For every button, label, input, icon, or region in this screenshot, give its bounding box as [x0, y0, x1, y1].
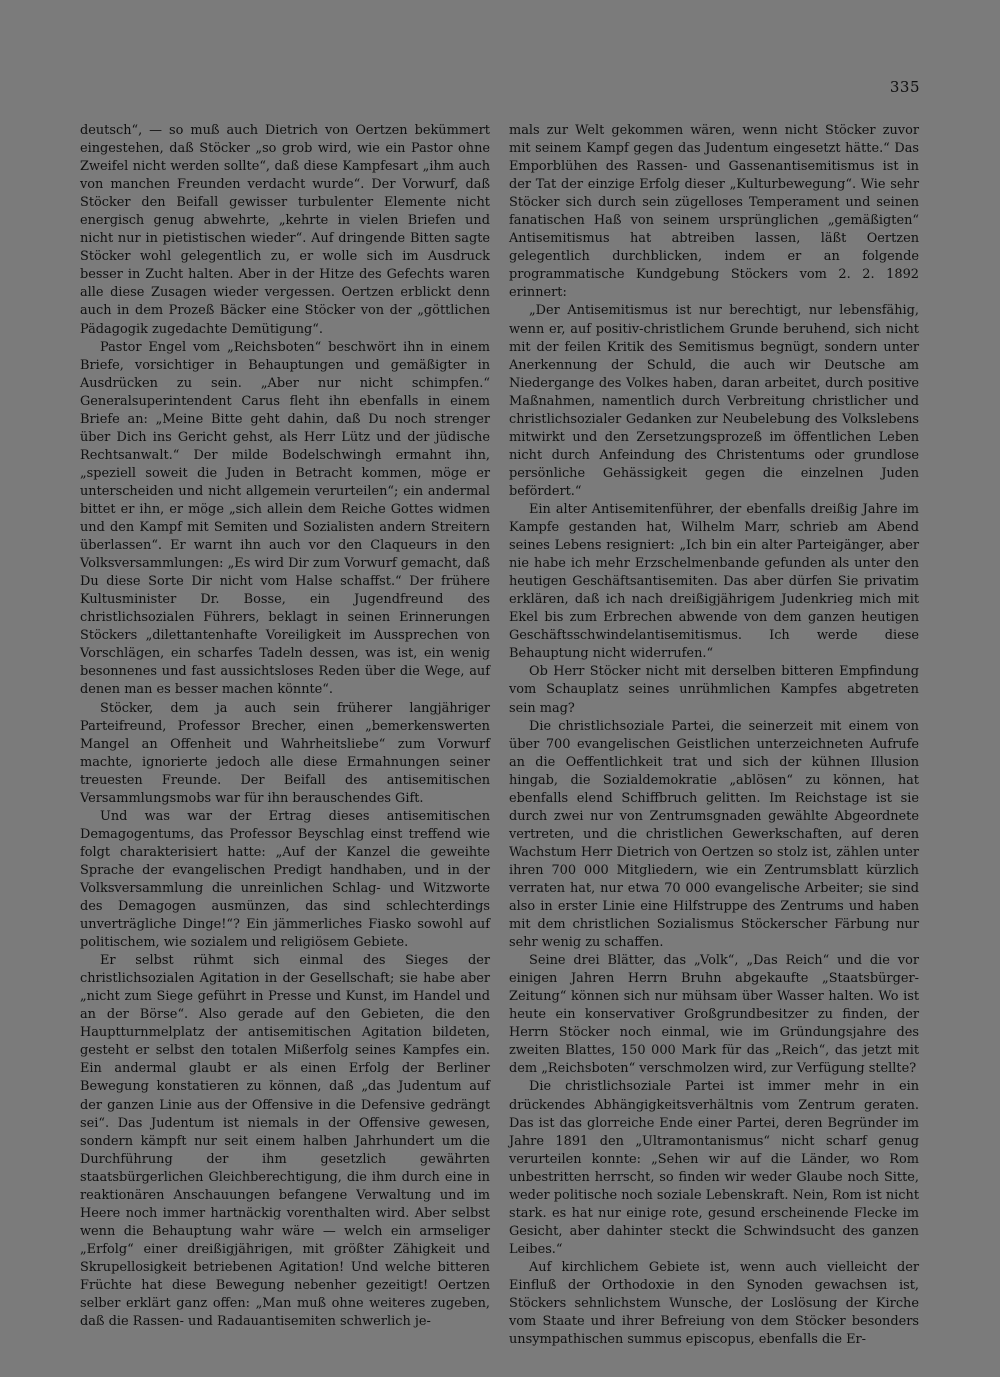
paragraph: Seine drei Blätter, das „Volk“, „Das Reich“ und die vor einigen Jahren Herrn Bruhn abgekaufte „Staatsbürger-Zeitung“ können sich nur mühsam über Wasser halten. Wo ist heute ein konservativer Großgrundbesitzer zu finden, der Herrn Stöcker noch einmal, wie im Gründungsjahre des zweiten Blattes, 150 000 Mark für das „Reich“, das jetzt mit dem „Reichsboten“ verschmolzen wird, zur Verfügung stellte? [509, 953, 919, 1077]
paragraph: Ob Herr Stöcker nicht mit derselben bitteren Empfindung vom Schauplatz seines unrühmlichen Kampfes abgetreten sein mag? [509, 664, 919, 716]
paragraph: mals zur Welt gekommen wären, wenn nicht Stöcker zuvor mit seinem Kampf gegen das Judentum eingesetzt hätte.“ Das Emporblühen des Rassen- und Gassenantisemitismus ist in der Tat der einzige Erfolg dieser „Kulturbewegung“. Wie sehr Stöcker sich durch sein zügelloses Temperament und seinen fanatischen Haß von seinem ursprünglichen „gemäßigten“ Antisemitismus hat abtreiben lassen, läßt Oertzen gelegentlich durchblicken, indem er an folgende programmatische Kundgebung Stöckers vom 2. 2. 1892 erinnert: [509, 123, 919, 301]
paragraph: Ein alter Antisemitenführer, der ebenfalls dreißig Jahre im Kampfe gestanden hat, Wilhelm Marr, schrieb am Abend seines Lebens resigniert: „Ich bin ein alter Parteigänger, aber nie habe ich mehr Erzschelmenbande gefunden als unter den heutigen Geschäftsantisemiten. Das aber dürfen Sie privatim erklären, daß ich nach dreißigjährigem Judenkrieg mich mit Ekel bis zum Erbrechen abwende von dem ganzen heutigen Geschäftsschwindelantisemitismus. Ich werde diese Behauptung nicht widerrufen.“ [509, 501, 919, 662]
page-number: 335 [889, 78, 920, 96]
paragraph: Die christlichsoziale Partei, die seinerzeit mit einem von über 700 evangelischen Geistlichen unterzeichneten Aufrufe an die Oeffentlichkeit trat und sich der kühnen Illusion hingab, die Sozialdemokratie „ablösen“ zu können, hat ebenfalls elend Schiffbruch gelitten. Im Reichstage ist sie durch zwei nur von Zentrumsgnaden gewählte Abgeordnete vertreten, und die christlichen Gewerkschaften, auf deren Wachstum Herr Dietrich von Oertzen so stolz ist, zählen unter ihren 700 000 Mitgliedern, wie ein Zentrumsblatt kürzlich verraten hat, nur etwa 70 000 evangelische Arbeiter; sie sind also in erster Linie eine Hilfstruppe des Zentrums und haben mit dem christlichen Sozialismus Stöckerscher Färbung nur sehr wenig zu schaffen. [509, 718, 919, 951]
right-column [509, 122, 919, 1349]
paragraph: „Der Antisemitismus ist nur berechtigt, nur lebensfähig, wenn er, auf positiv-christlichem Grunde beruhend, sich nicht mit der feilen Kritik des Semitismus begnügt, sondern unter Anerkennung der Schuld, die auch wir Deutsche am Niedergange des Volkes haben, daran arbeitet, durch positive Maßnahmen, namentlich durch Verbreitung christlicher und christlichsozialer Gedanken zur Neubelebung des Volkslebens mitwirkt und den Zersetzungsprozeß im öffentlichen Leben nicht durch Anfeindung des Christentums oder grundlose persönliche Gehässigkeit gegen die einzelnen Juden befördert.“ [509, 303, 919, 499]
left-column [80, 122, 490, 1331]
paragraph: Pastor Engel vom „Reichsboten“ beschwört ihn in einem Briefe, vorsichtiger in Behauptungen und gemäßigter in Ausdrücken zu sein. „Aber nur nicht schimpfen.“ Generalsuperintendent Carus fleht ihn ebenfalls in einem Briefe an: „Meine Bitte geht dahin, daß Du noch strenger über Dich ins Gericht gehst, als Herr Lütz und der jüdische Rechtsanwalt.“ Der milde Bodelschwingh ermahnt ihn, „speziell soweit die Juden in Betracht kommen, möge er unterscheiden und nicht allgemein verurteilen“; ein andermal bittet er ihn, er möge „sich allein dem Reiche Gottes widmen und den Kampf mit Semiten und Sozialisten andern Streitern überlassen“. Er warnt ihn auch vor den Claqueurs in den Volksversammlungen: „Es wird Dir zum Vorwurf gemacht, daß Du diese Sorte Dir nicht vom Halse schaffst.“ Der frühere Kultusminister Dr. Bosse, ein Jugendfreund des christlichsozialen Führers, beklagt in seinen Erinnerungen Stöckers „dilettantenhafte Voreiligkeit im Aussprechen von Vorschlägen, ein scharfes Tadeln dessen, was ist, ein wenig besonnenes und fast aussichtsloses Reden über die Wege, auf denen man es besser machen könnte“. [80, 339, 490, 698]
paragraph: deutsch“, — so muß auch Dietrich von Oertzen bekümmert eingestehen, daß Stöcker „so grob wird, wie ein Pastor ohne Zweifel nicht werden sollte“, daß diese Kampfesart „ihm auch von manchen Freunden verdacht wurde“. Der Vorwurf, daß Stöcker den Beifall gewisser turbulenter Elemente nicht energisch genug abwehrte, „kehrte in vielen Briefen und nicht nur in pietistischen wieder“. Auf dringende Bitten sagte Stöcker wohl gelegentlich zu, er wolle sich im Ausdruck besser in Zucht halten. Aber in der Hitze des Gefechts waren alle diese Zusagen wieder vergessen. Oertzen erblickt denn auch in dem Prozeß Bäcker eine Stöcker von der „göttlichen Pädagogik zugedachte Demütigung“. [80, 123, 490, 337]
paragraph: Und was war der Ertrag dieses antisemitischen Demagogentums, das Professor Beyschlag einst treffend wie folgt charakterisiert hatte: „Auf der Kanzel die geweihte Sprache der evangelischen Predigt handhaben, und in der Volksversammlung die unreinlichen Schlag- und Witzworte des Demagogen ausmünzen, das sind schlechterdings unverträgliche Dinge!“? Ein jämmerliches Fiasko sowohl auf politischem, wie sozialem und religiösem Gebiete. [80, 808, 490, 951]
paragraph: Stöcker, dem ja auch sein früherer langjähriger Parteifreund, Professor Brecher, einen „bemerkenswerten Mangel an Offenheit und Wahrheitsliebe“ zum Vorwurf machte, ignorierte jedoch alle diese Ermahnungen seiner treuesten Freunde. Der Beifall des antisemitischen Versammlungsmobs war für ihn berauschendes Gift. [80, 700, 490, 806]
paragraph: Die christlichsoziale Partei ist immer mehr in ein drückendes Abhängigkeitsverhältnis vom Zentrum geraten. Das ist das glorreiche Ende einer Partei, deren Begründer im Jahre 1891 den „Ultramontanismus“ nicht scharf genug verurteilen konnte: „Sehen wir auf die Länder, wo Rom unbestritten herrscht, so finden wir weder Glaube noch Sitte, weder politische noch soziale Lebenskraft. Nein, Rom ist nicht stark. es hat nur einige rote, gesund erscheinende Flecke im Gesicht, aber dahinter steckt die Schwindsucht des ganzen Leibes.“ [509, 1079, 919, 1257]
paragraph: Auf kirchlichem Gebiete ist, wenn auch vielleicht der Einfluß der Orthodoxie in den Synoden gewachsen ist, Stöckers sehnlichstem Wunsche, der Loslösung der Kirche vom Staate und ihrer Befreiung von dem Stöcker besonders unsympathischen summus episcopus, ebenfalls die Er- [509, 1259, 919, 1348]
paragraph: Er selbst rühmt sich einmal des Sieges der christlichsozialen Agitation in der Gesellschaft; sie habe aber „nicht zum Siege geführt in Presse und Kunst, im Handel und an der Börse“. Also gerade auf den Gebieten, die den Hauptturnmelplatz der antisemitischen Agitation bildeten, gesteht er selbst den totalen Mißerfolg seines Kampfes ein. Ein andermal glaubt er als einen Erfolg der Berliner Bewegung konstatieren zu können, daß „das Judentum auf der ganzen Linie aus der Offensive in die Defensive gedrängt sei“. Das Judentum ist niemals in der Offensive gewesen, sondern kämpft nur seit einem halben Jahrhundert um die Durchführung der ihm gesetzlich gewährten staatsbürgerlichen Gleichberechtigung, die ihm durch eine in reaktionären Anschauungen befangene Verwaltung und im Heere noch immer hartnäckig vorenthalten wird. Aber selbst wenn die Behauptung wahr wäre — welch ein armseliger „Erfolg“ einer dreißigjährigen, mit größter Zähigkeit und Skrupellosigkeit betriebenen Agitation! Und welche bitteren Früchte hat diese Bewegung nebenher gezeitigt! Oertzen selber erklärt ganz offen: „Man muß ohne weiteres zugeben, daß die Rassen- und Radauantisemiten schwerlich je- [80, 953, 490, 1330]
